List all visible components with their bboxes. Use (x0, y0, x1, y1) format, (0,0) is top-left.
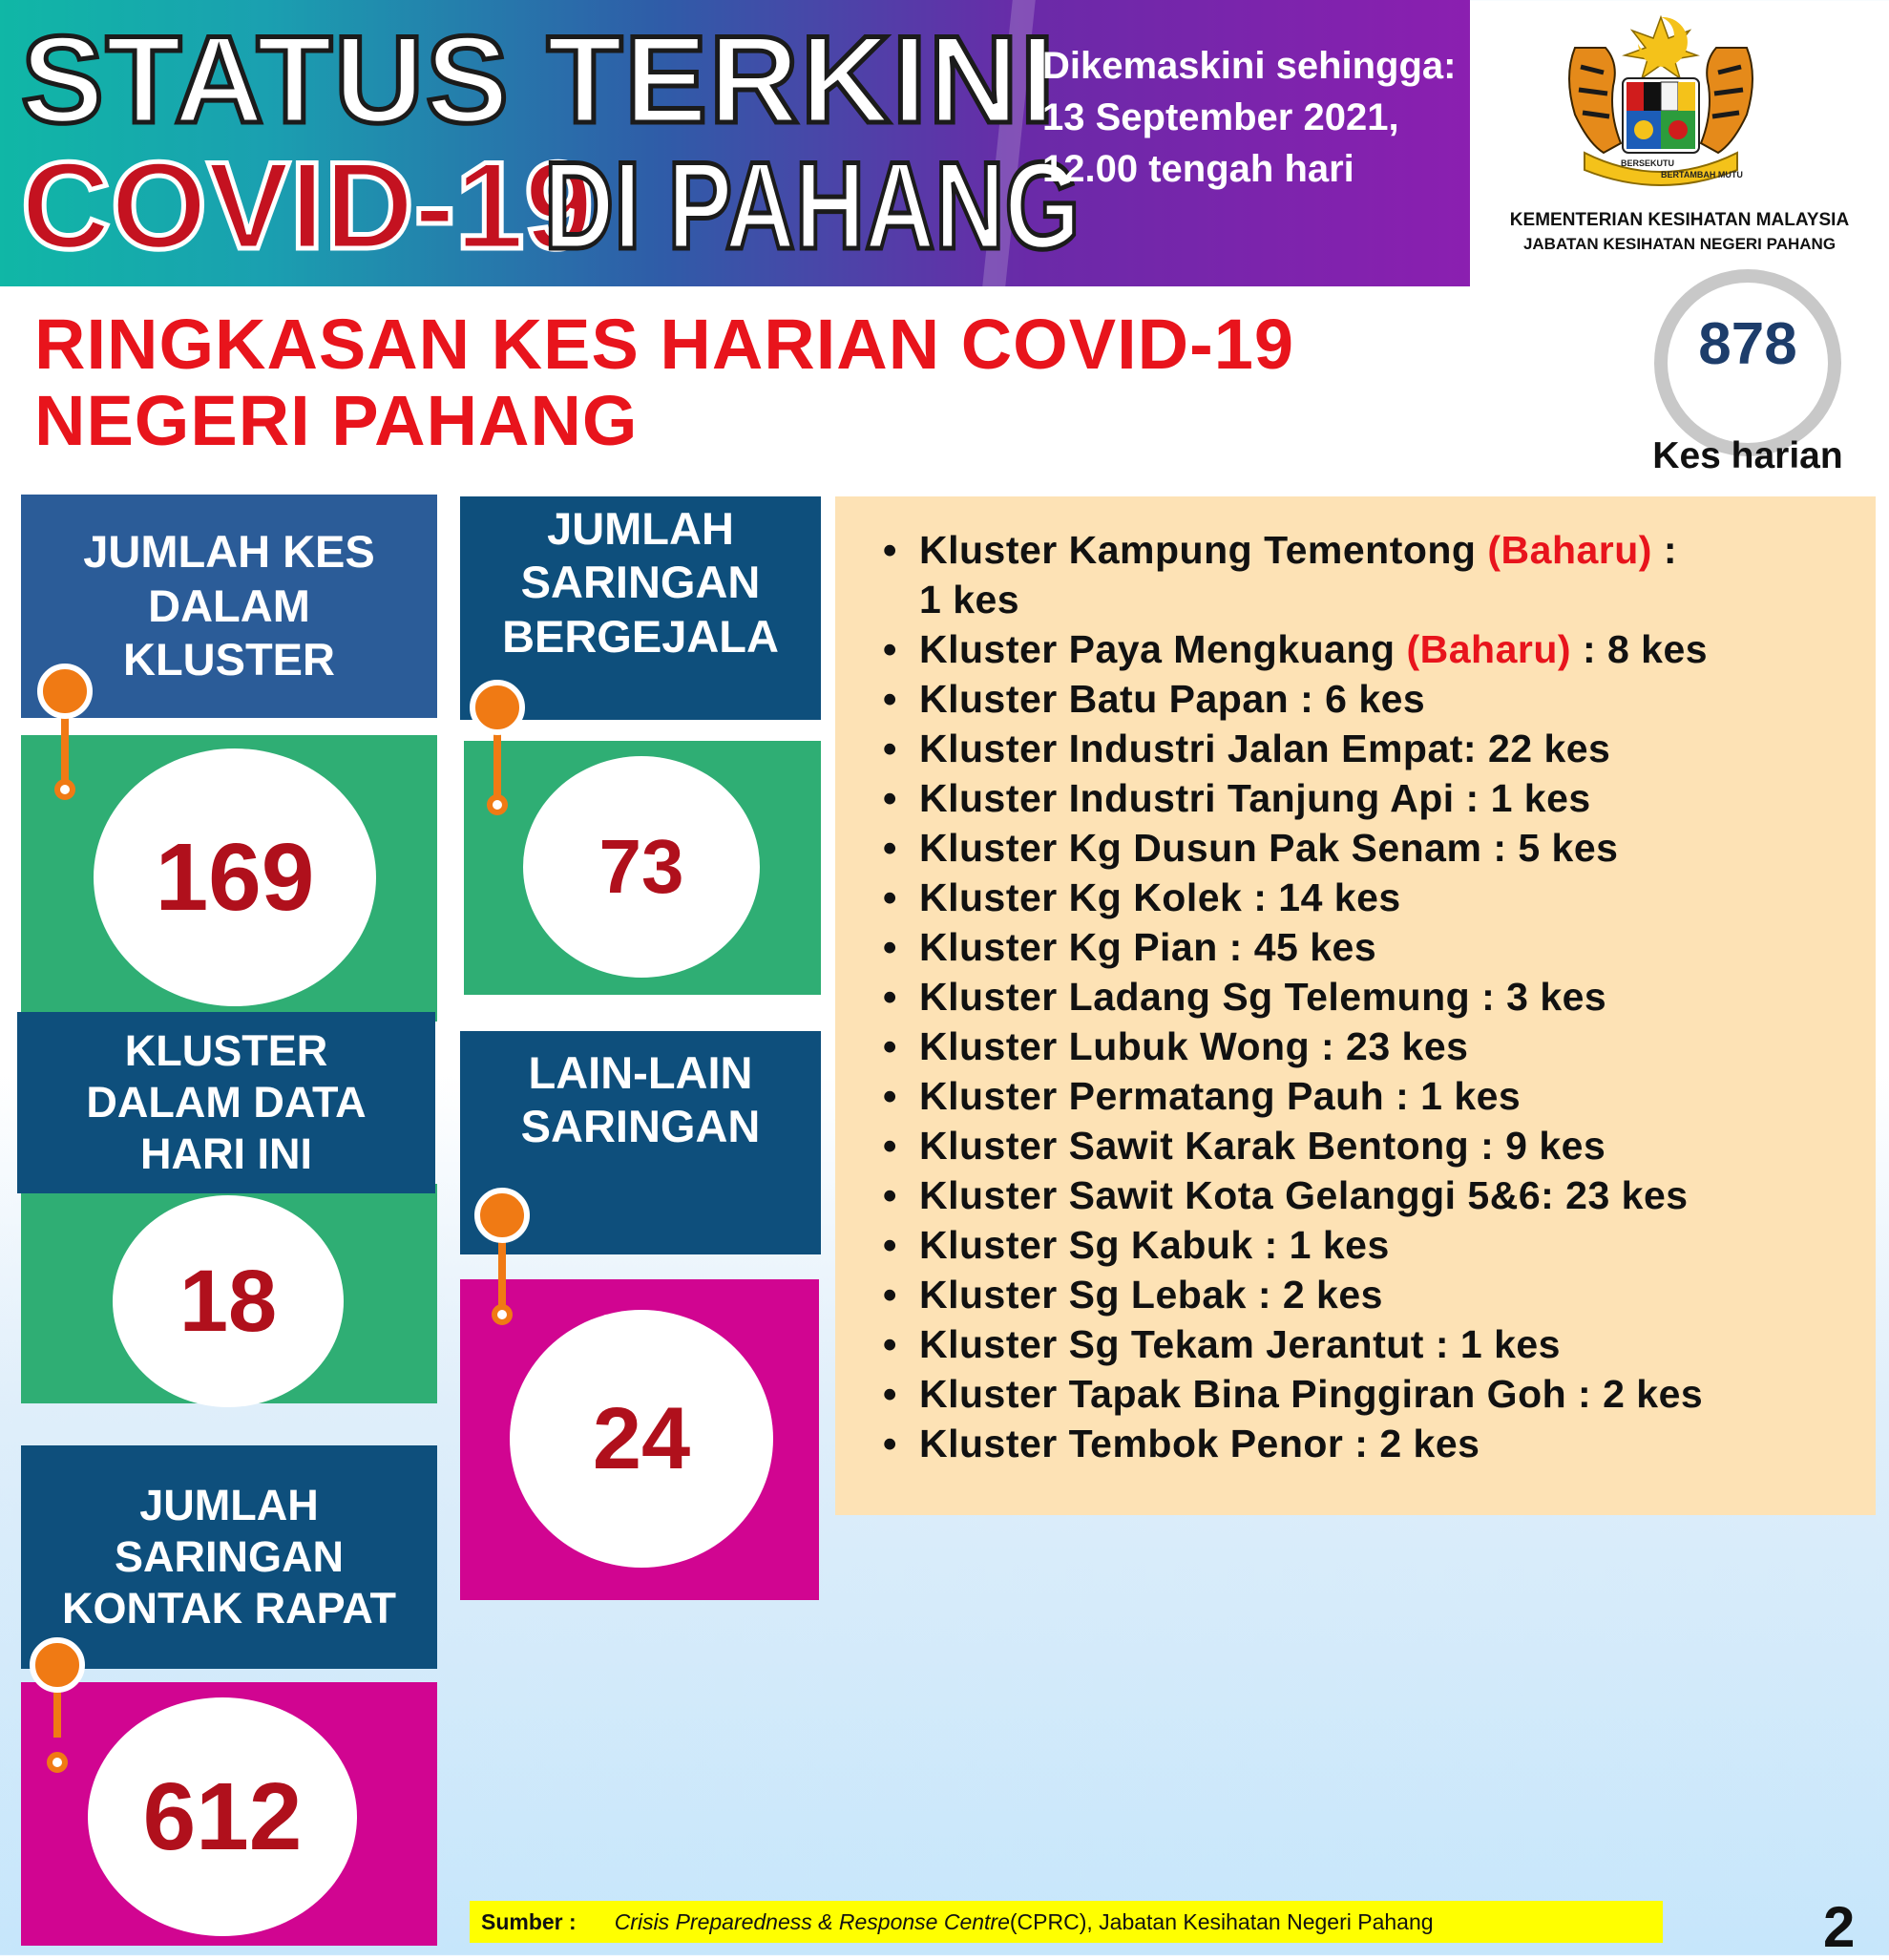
close-contact-value: 612 (88, 1697, 357, 1936)
pin-dot (54, 779, 75, 800)
symptomatic-value: 73 (523, 756, 760, 978)
other-screening-label-1: LAIN-LAIN (528, 1047, 753, 1098)
list-item: • Kluster Tembok Penor : 2 kes (883, 1419, 1708, 1468)
kluster-cases-label-1: JUMLAH KES (83, 526, 375, 578)
kluster-today-label-2: DALAM DATA (86, 1078, 367, 1127)
list-item: • Kluster Industri Jalan Empat: 22 kes (883, 724, 1708, 773)
list-item: • Kluster Kg Pian : 45 kes (883, 922, 1708, 972)
location-pin-icon (470, 680, 525, 735)
header-covid-title: COVID-19 (21, 136, 594, 275)
location-pin-icon (474, 1188, 530, 1243)
list-item: • Kluster Sawit Karak Bentong : 9 kes (883, 1121, 1708, 1170)
svg-text:BERTAMBAH MUTU: BERTAMBAH MUTU (1661, 170, 1743, 179)
pin-dot (492, 1304, 513, 1325)
pin-stem (493, 726, 501, 802)
cluster-list-panel (835, 496, 1876, 1515)
updated-time: 12.00 tengah hari (1042, 148, 1354, 190)
list-item: • Kluster Permatang Pauh : 1 kes (883, 1071, 1708, 1121)
page-number: 2 (1823, 1895, 1856, 1959)
svg-text:BERSEKUTU: BERSEKUTU (1621, 158, 1675, 168)
pin-dot (487, 794, 508, 815)
department-name: JABATAN KESIHATAN NEGERI PAHANG (1522, 235, 1837, 253)
pin-stem (61, 716, 69, 785)
close-contact-header (21, 1445, 437, 1669)
updated-date: 13 September 2021, (1042, 96, 1399, 138)
source-note (470, 1901, 1663, 1943)
source-label: Sumber : (481, 1908, 577, 1934)
symptomatic-label-1: JUMLAH (547, 503, 734, 554)
source-org: Crisis Preparedness & Response Centre (614, 1908, 1010, 1934)
close-contact-label-2: SARINGAN (114, 1532, 344, 1581)
summary-title-line2: NEGERI PAHANG (34, 381, 639, 460)
kluster-today-label-1: KLUSTER (124, 1026, 328, 1075)
close-contact-label-1: JUMLAH (139, 1481, 319, 1529)
other-screening-value: 24 (510, 1310, 773, 1568)
close-contact-label-3: KONTAK RAPAT (62, 1584, 396, 1633)
kluster-today-label-3: HARI INI (140, 1129, 312, 1178)
list-item: • Kluster Sawit Kota Gelanggi 5&6: 23 kes (883, 1170, 1708, 1220)
other-screening-label-2: SARINGAN (520, 1101, 761, 1152)
list-item: • Kluster Kg Kolek : 14 kes (883, 873, 1708, 922)
list-item: • Kluster Sg Tekam Jerantut : 1 kes (883, 1319, 1708, 1369)
pin-stem (498, 1241, 506, 1314)
list-item: • Kluster Batu Papan : 6 kes (883, 674, 1708, 724)
list-item: • Kluster Kg Dusun Pak Senam : 5 kes (883, 823, 1708, 873)
location-pin-icon (37, 664, 93, 719)
location-pin-icon (30, 1637, 85, 1693)
cluster-list (835, 525, 1708, 1468)
kluster-cases-label-2: DALAM (148, 580, 310, 631)
source-rest: (CPRC), Jabatan Kesihatan Negeri Pahang (1009, 1908, 1434, 1934)
list-item: • Kluster Sg Kabuk : 1 kes (883, 1220, 1708, 1270)
list-item: • Kluster Ladang Sg Telemung : 3 kes (883, 972, 1708, 1022)
kluster-today-header (17, 1012, 435, 1193)
symptomatic-label-2: SARINGAN (520, 557, 761, 608)
list-item: • Kluster Tapak Bina Pinggiran Goh : 2 kes (883, 1369, 1708, 1419)
kluster-today-value: 18 (113, 1195, 344, 1407)
malaysia-crest-logo (1546, 10, 1775, 191)
ministry-name: KEMENTERIAN KESIHATAN MALAYSIA (1509, 210, 1850, 230)
header-pahang-title: DI PAHANG (544, 136, 1081, 275)
daily-cases-label: Kes harian (1652, 435, 1843, 476)
list-item: • Kluster Kampung Tementong (Baharu) : 1 kes (883, 525, 1708, 624)
kluster-cases-label-3: KLUSTER (123, 634, 335, 685)
kluster-cases-value: 169 (94, 748, 376, 1006)
symptomatic-label-3: BERGEJALA (502, 610, 779, 662)
summary-title-line1: RINGKASAN KES HARIAN COVID-19 (34, 305, 1295, 384)
header-status-title: STATUS TERKINI (21, 10, 1057, 149)
updated-label: Dikemaskini sehingga: (1042, 45, 1457, 87)
daily-cases-value: 878 (1698, 311, 1797, 377)
list-item: • Kluster Sg Lebak : 2 kes (883, 1270, 1708, 1319)
list-item: • Kluster Lubuk Wong : 23 kes (883, 1022, 1708, 1071)
list-item: • Kluster Paya Mengkuang (Baharu) : 8 kes (883, 624, 1708, 674)
pin-dot (47, 1752, 68, 1773)
list-item: • Kluster Industri Tanjung Api : 1 kes (883, 773, 1708, 823)
